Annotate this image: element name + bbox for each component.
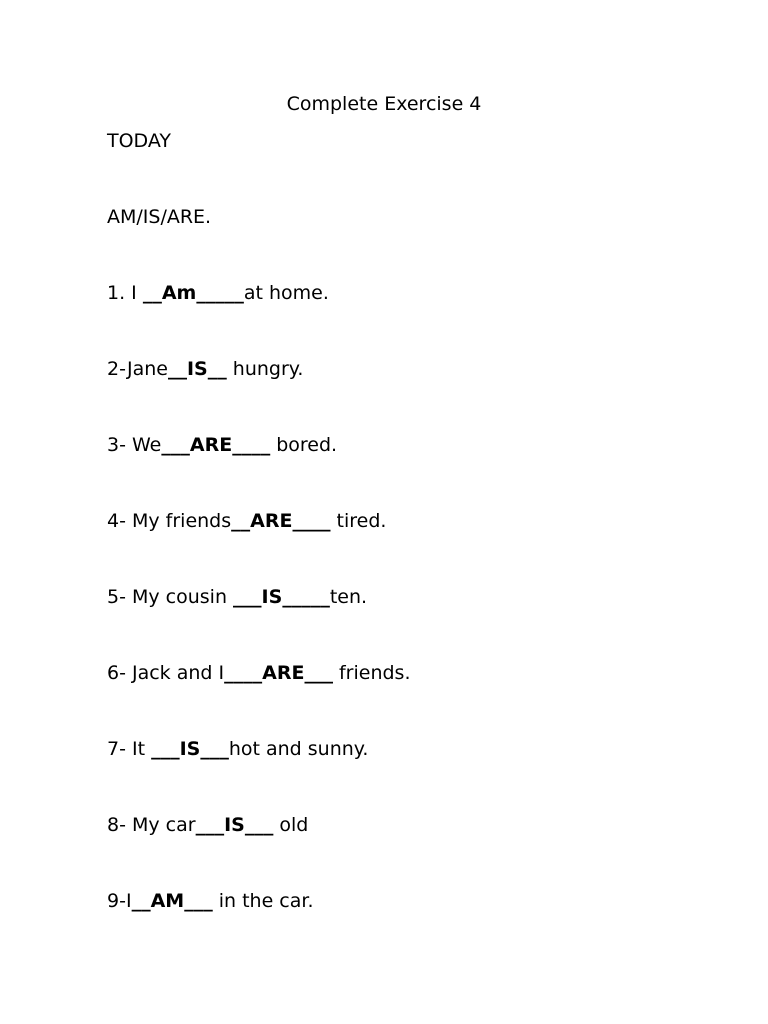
exercise-text-after: at home. (243, 282, 329, 304)
exercise-text-after: hot and sunny. (228, 738, 369, 760)
exercise-item (107, 736, 368, 762)
answer-blank-after: ____ (292, 510, 331, 532)
date-heading: TODAY (107, 130, 171, 152)
exercise-text-before: 1. I (107, 282, 143, 304)
exercise-item (107, 660, 411, 686)
exercise-text-after: bored. (270, 434, 338, 456)
answer-blank-before: __ (131, 890, 151, 912)
exercise-text-after: friends. (332, 662, 411, 684)
exercise-text-before: 4- My friends (107, 510, 232, 532)
answer-blank-after: __ (207, 358, 227, 380)
answer-blank-before: ___ (161, 434, 190, 456)
exercise-item (107, 432, 337, 458)
answer-blank-before: ___ (233, 586, 262, 608)
answer-word: ARE (262, 662, 305, 684)
exercise-item (107, 280, 329, 306)
answer-word: AM (150, 890, 185, 912)
exercise-item (107, 812, 308, 838)
exercise-text-after: hungry. (226, 358, 304, 380)
answer-blank-before: ___ (195, 814, 225, 836)
worksheet-title: Complete Exercise 4 (286, 93, 482, 115)
exercise-text-before: 5- My cousin (107, 586, 234, 608)
answer-word: ARE (250, 510, 293, 532)
answer-blank-after: ___ (304, 662, 333, 684)
answer-blank-after: ___ (184, 890, 213, 912)
answer-blank-after: ___ (200, 738, 229, 760)
exercise-item (107, 584, 367, 610)
exercise-text-before: 9-I (107, 890, 132, 912)
answer-blank-after: ____ (232, 434, 271, 456)
exercise-text-before: 7- It (107, 738, 152, 760)
answer-blank-after: _____ (282, 586, 330, 608)
exercise-item (107, 356, 303, 382)
exercise-item (107, 888, 314, 914)
instruction-heading: AM/IS/ARE. (107, 206, 212, 228)
answer-word: IS (186, 358, 208, 380)
answer-blank-before: ___ (151, 738, 180, 760)
exercise-text-after: ten. (329, 586, 368, 608)
exercise-item (107, 508, 386, 534)
answer-word: IS (261, 586, 283, 608)
exercise-text-before: 8- My car (107, 814, 196, 836)
exercise-text-before: 6- Jack and I (107, 662, 225, 684)
answer-word: IS (179, 738, 201, 760)
exercise-text-after: tired. (330, 510, 387, 532)
answer-word: ARE (189, 434, 233, 456)
exercise-text-before: 2-Jane (107, 358, 168, 380)
answer-blank-before: ____ (224, 662, 263, 684)
answer-blank-before: __ (142, 282, 162, 304)
exercise-text-before: 3- We (107, 434, 162, 456)
exercise-text-after: in the car. (212, 890, 314, 912)
answer-blank-after: ___ (244, 814, 274, 836)
answer-blank-before: __ (231, 510, 251, 532)
exercise-text-after: old (273, 814, 309, 836)
answer-word: Am (161, 282, 197, 304)
answer-blank-after: _____ (196, 282, 244, 304)
answer-blank-before: __ (167, 358, 187, 380)
answer-word: IS (224, 814, 245, 836)
